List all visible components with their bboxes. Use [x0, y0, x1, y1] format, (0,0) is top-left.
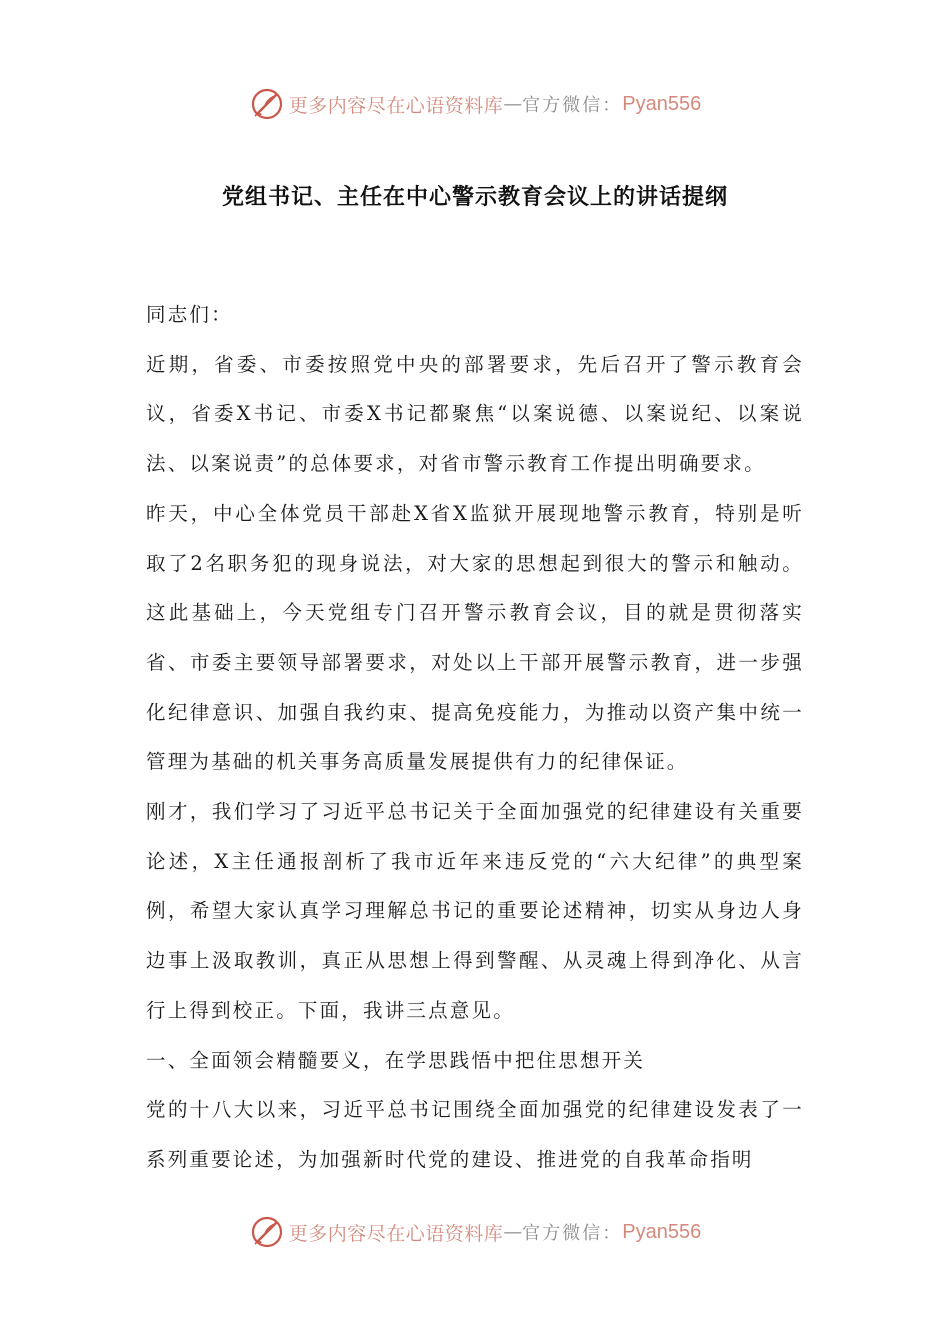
paragraph: 昨天，中心全体党员干部赴X省X监狱开展现地警示教育，特别是听取了2名职务犯的现身说法，对大家的思想起到很大的警示和触动。这此基础上，今天党组专门召开警示教育会议，目的就是贯彻落实省、市委主要领导部署要求，对处以上干部开展警示教育，进一步强化纪律意识、加强自我约束、提高免疫能力，为推动以资产集中统一管理为基础的机关事务高质量发展提供有力的纪律保证。 — [146, 501, 804, 774]
watermark-dash: — — [503, 1221, 523, 1243]
footer-watermark — [0, 1212, 950, 1252]
watermark-wechat-label: 官方微信： — [522, 1223, 623, 1244]
paragraph: 近期，省委、市委按照党中央的部署要求，先后召开了警示教育会议，省委X书记、市委X书记都聚焦“以案说德、以案说纪、以案说法、以案说责”的总体要求，对省市警示教育工作提出明确要求。 — [146, 352, 804, 476]
watermark-wechat-id: Pyan556 — [622, 92, 702, 115]
paragraph: 刚才，我们学习了习近平总书记关于全面加强党的纪律建设有关重要论述，X主任通报剖析了我市近年来违反党的“六大纪律”的典型案例，希望大家认真学习理解总书记的重要论述精神，切实从身边人身边事上汲取教训，真正从思想上得到警醒、从灵魂上得到净化、从言行上得到校正。下面，我讲三点意见。 — [146, 800, 804, 1022]
section-heading: 一、全面领会精髓要义，在学思践悟中把住思想开关 — [146, 1048, 646, 1072]
watermark-text: 更多内容尽在心语资料库 — [288, 1222, 504, 1245]
header-watermark — [0, 84, 950, 124]
document-title: 党组书记、主任在中心警示教育会议上的讲话提纲 — [221, 185, 728, 210]
paragraph: 党的十八大以来，习近平总书记围绕全面加强党的纪律建设发表了一系列重要论述，为加强新时代党的建设、推进党的自我革命指明 — [146, 1098, 804, 1171]
document-body — [146, 290, 804, 1185]
watermark-wechat-id: Pyan556 — [622, 1220, 702, 1243]
quill-logo-icon — [249, 86, 285, 122]
watermark-text: 更多内容尽在心语资料库 — [288, 94, 504, 117]
quill-logo-icon — [249, 1214, 285, 1250]
greeting: 同志们： — [146, 303, 233, 326]
watermark-dash: — — [503, 93, 523, 115]
watermark-wechat-label: 官方微信： — [522, 95, 623, 116]
